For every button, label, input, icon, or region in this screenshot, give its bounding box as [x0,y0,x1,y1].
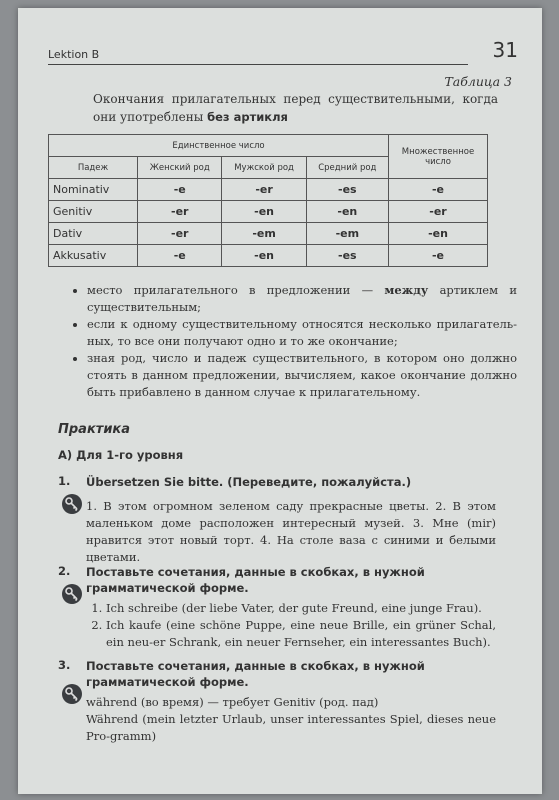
list-item: • место прилагательного в предложении — между артиклем и существительным; [87,282,517,316]
table-intro: Окончания прилагательных перед существительными, когда они употреблены без артикля [93,92,498,124]
page-number: 31 [492,38,518,62]
lektion-label: Lektion B [48,48,100,61]
level-heading: А) Для 1-го уровня [58,448,184,462]
list-item: 2. Ich kaufe (eine schöne Puppe, eine neue Brille, ein grüner Schal, ein neu-er Schrank, ein neuer Fernseher, ein interessantes Buch). [106,617,496,651]
table-caption: Таблица 3 [444,74,512,89]
book-page [18,8,542,794]
exercise-text: 1. В этом огромном зеленом саду прекрасные цветы. 2. В этом маленьком доме расположен интересный музей. 3. Мне (mir) нравится этот новый торт. 4. На столе ваза с синими и белыми цветами. [86,499,496,564]
exercise-number: 1. [58,474,71,488]
page-header [48,38,518,68]
table-row: Dativ -er -em -em -en [49,223,488,245]
key-icon [62,584,82,604]
task-line: Während (mein letzter Urlaub, unser interessantes Spiel, dieses neue Pro-gramm) [86,712,496,743]
exercise-3 [58,658,498,768]
list-item: 1. Ich schreibe (der liebe Vater, der gute Freund, eine junge Frau). [106,600,496,617]
exercise-list [86,600,496,651]
header-rule [48,64,468,65]
header-fem: Женский род [138,157,222,179]
exercise-number: 2. [58,564,71,578]
exercise-number: 3. [58,658,71,672]
table-row: Akkusativ -e -en -es -e [49,245,488,267]
rule-line: während (во время) — требует Genitiv (род. пад) [86,695,379,709]
list-item: • зная род, число и падеж существительного, в котором оно должно стоять в данном предложении, вычисляем, какое окончание должно быть прибавлено в данном случае к прилагательному. [87,350,517,401]
header-singular: Единственное число [49,135,389,157]
table-row: Nominativ -e -er -es -e [49,179,488,201]
exercise-title: Übersetzen Sie bitte. (Переведите, пожалуйста.) [86,475,412,489]
header-masc: Мужской род [222,157,306,179]
endings-table [48,134,488,267]
list-item: • если к одному существительному относятся несколько прилагатель-ных, то все они получают одно и то же окончание; [87,316,517,350]
key-icon [62,684,82,704]
exercise-2 [58,564,498,659]
header-neut: Средний род [306,157,388,179]
key-icon [62,494,82,514]
practice-heading: Практика [58,422,131,437]
table-row: Genitiv -er -en -en -er [49,201,488,223]
header-case: Падеж [49,157,138,179]
exercise-title: Поставьте сочетания, данные в скобках, в нужной грамматической форме. [86,659,425,689]
exercise-1 [58,474,498,564]
exercise-title: Поставьте сочетания, данные в скобках, в нужной грамматической форме. [86,565,425,595]
exercise-text [86,694,496,745]
header-plural: Множественное число [389,135,488,179]
rules-list [73,282,517,401]
